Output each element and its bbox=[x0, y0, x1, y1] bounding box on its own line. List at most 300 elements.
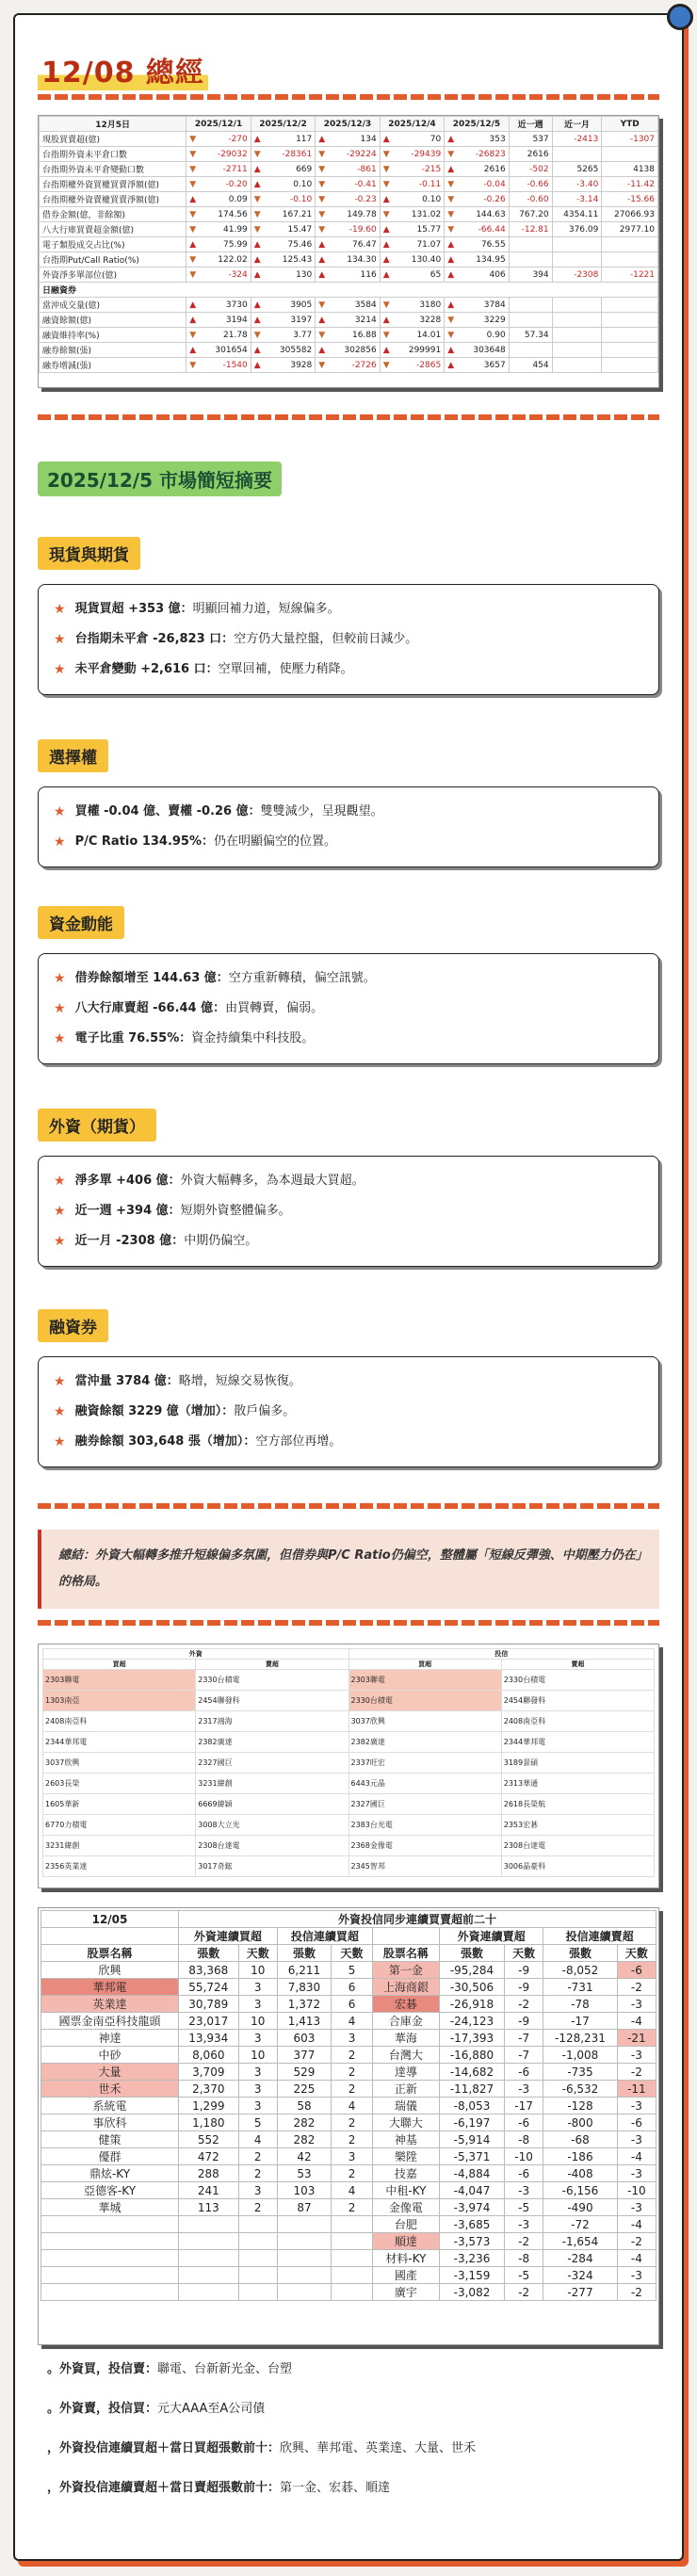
table-cell: 288 bbox=[178, 2165, 238, 2182]
table-cell: -7 bbox=[505, 2030, 543, 2047]
cell-value: 134.30 bbox=[347, 254, 377, 265]
table-row bbox=[40, 177, 658, 192]
table-cell: 華海 bbox=[372, 2030, 439, 2047]
table-cell bbox=[445, 207, 509, 222]
arrow-up-icon: ▲ bbox=[447, 300, 455, 310]
table-cell: 瑞儀 bbox=[372, 2098, 439, 2114]
table-cell bbox=[552, 252, 602, 267]
item-text: 略增，短線交易恢復。 bbox=[178, 1374, 301, 1388]
table-row bbox=[41, 2030, 656, 2047]
table-cell: 1,372 bbox=[277, 1996, 331, 2013]
table-cell: -3 bbox=[505, 2081, 543, 2098]
table-cell: 3,709 bbox=[178, 2064, 238, 2081]
arrow-down-icon: ▼ bbox=[447, 315, 455, 325]
row-label: 借券金額(億，非餘額) bbox=[40, 207, 186, 222]
table-cell: 282 bbox=[277, 2131, 331, 2148]
bullet-key: ，外資投信連續賣超＋當日賣超張數前十： bbox=[47, 2481, 281, 2495]
table-cell bbox=[186, 313, 251, 328]
table-cell: 2330台積電 bbox=[196, 1670, 348, 1691]
cell-value: -29439 bbox=[411, 149, 442, 159]
arrow-down-icon: ▼ bbox=[382, 149, 390, 159]
table-cell: -2 bbox=[617, 2233, 656, 2250]
table-cell: -5 bbox=[505, 2199, 543, 2216]
arrow-up-icon: ▲ bbox=[253, 254, 261, 265]
table-cell: 472 bbox=[178, 2148, 238, 2165]
table-row bbox=[43, 1856, 655, 1877]
table-cell: 13,934 bbox=[178, 2030, 238, 2047]
table-cell bbox=[238, 2250, 277, 2267]
table-cell: 2330台積電 bbox=[501, 1670, 654, 1691]
bullet-text: 第一金、宏碁、順達 bbox=[280, 2481, 391, 2495]
bullet-item bbox=[47, 2479, 390, 2498]
column-subheader: 股票名稱 bbox=[41, 1945, 179, 1962]
cell-value: 57.34 bbox=[524, 330, 549, 340]
table-cell bbox=[316, 192, 380, 207]
star-icon: ★ bbox=[54, 1234, 66, 1249]
row-label: 台指期權外資買權買賣淨額(億) bbox=[40, 177, 186, 192]
table-cell bbox=[445, 358, 509, 373]
table-row bbox=[40, 192, 658, 207]
arrow-up-icon: ▲ bbox=[447, 254, 455, 265]
arrow-up-icon: ▲ bbox=[253, 345, 261, 355]
arrow-down-icon: ▼ bbox=[189, 269, 197, 280]
table-cell: -800 bbox=[543, 2114, 618, 2131]
table-cell: 2382廣達 bbox=[196, 1732, 348, 1753]
table-cell bbox=[380, 358, 444, 373]
table-cell: -17 bbox=[505, 2098, 543, 2114]
table-cell bbox=[251, 298, 315, 313]
list-item bbox=[54, 964, 643, 994]
table-cell bbox=[251, 207, 315, 222]
column-header: 2025/12/2 bbox=[251, 117, 315, 132]
cell-value: 15.47 bbox=[287, 224, 313, 235]
arrow-down-icon: ▼ bbox=[382, 330, 390, 340]
table-cell: 55,724 bbox=[178, 1979, 238, 1996]
table-cell bbox=[186, 222, 251, 237]
table-cell bbox=[332, 2284, 373, 2301]
list-item bbox=[54, 1427, 643, 1457]
arrow-down-icon: ▼ bbox=[189, 330, 197, 340]
table-row bbox=[40, 313, 658, 328]
table-cell bbox=[509, 358, 552, 373]
bullet-text: 元大AAA至A公司債 bbox=[157, 2402, 266, 2416]
table-cell: -3,159 bbox=[439, 2267, 504, 2284]
table-cell: 5 bbox=[332, 1962, 373, 1979]
row-label: 台指期外資未平倉變動口數 bbox=[40, 162, 186, 177]
cell-value: 71.07 bbox=[416, 239, 442, 250]
macro-table bbox=[39, 116, 658, 373]
table-cell: -9 bbox=[505, 1979, 543, 1996]
cell-value: 4138 bbox=[633, 164, 655, 174]
row-label: 融券增減(張) bbox=[40, 358, 186, 373]
arrow-down-icon: ▼ bbox=[447, 224, 455, 235]
table-cell: 7,830 bbox=[277, 1979, 331, 1996]
arrow-down-icon: ▼ bbox=[189, 149, 197, 159]
table-cell bbox=[445, 343, 509, 358]
cell-value: 21.78 bbox=[223, 330, 248, 340]
table-cell bbox=[602, 162, 658, 177]
table-cell bbox=[445, 222, 509, 237]
table-cell bbox=[178, 2284, 238, 2301]
star-icon: ★ bbox=[54, 1374, 66, 1389]
item-key: 電子比重 76.55%： bbox=[74, 1031, 192, 1045]
table-cell bbox=[186, 343, 251, 358]
arrow-down-icon: ▼ bbox=[189, 179, 197, 189]
table-cell bbox=[186, 328, 251, 343]
item-key: 當沖量 3784 億： bbox=[74, 1374, 179, 1388]
row-label: 當沖成交量(億) bbox=[40, 298, 186, 313]
cell-value: -1221 bbox=[629, 269, 655, 280]
table-cell: 2408南亞科 bbox=[43, 1711, 196, 1732]
cell-value: 15.77 bbox=[416, 224, 442, 235]
arrow-up-icon: ▲ bbox=[253, 179, 261, 189]
bullet-item bbox=[47, 2360, 292, 2379]
table-cell bbox=[602, 147, 658, 162]
table-cell bbox=[316, 267, 380, 283]
cell-value: 3.77 bbox=[293, 330, 313, 340]
table-cell: -2 bbox=[505, 1996, 543, 2013]
table-cell bbox=[445, 313, 509, 328]
arrow-up-icon: ▲ bbox=[318, 345, 326, 355]
arrow-down-icon: ▼ bbox=[189, 254, 197, 265]
table-cell: 技嘉 bbox=[372, 2165, 439, 2182]
item-key: 融資餘額 3229 億（增加）： bbox=[74, 1404, 235, 1418]
table-cell bbox=[277, 2284, 331, 2301]
table-cell: 53 bbox=[277, 2165, 331, 2182]
table-cell bbox=[332, 2250, 373, 2267]
table-cell bbox=[552, 207, 602, 222]
table-cell: -4 bbox=[617, 2148, 656, 2165]
table-cell: 優群 bbox=[41, 2148, 179, 2165]
table-cell bbox=[178, 2216, 238, 2233]
table-cell: 552 bbox=[178, 2131, 238, 2148]
table-cell bbox=[445, 298, 509, 313]
cell-value: 134 bbox=[360, 134, 377, 144]
flow-table bbox=[42, 1648, 655, 1877]
table-cell bbox=[380, 313, 444, 328]
row-label: 融券餘額(張) bbox=[40, 343, 186, 358]
section-tag: 外資（期貨） bbox=[38, 1109, 156, 1142]
table-cell bbox=[251, 222, 315, 237]
item-key: 近一月 -2308 億： bbox=[74, 1234, 185, 1248]
arrow-down-icon: ▼ bbox=[382, 300, 390, 310]
item-key: 淨多單 +406 億： bbox=[74, 1174, 181, 1188]
table-row bbox=[40, 252, 658, 267]
cell-value: 3229 bbox=[483, 315, 506, 325]
item-text: 空方仍大量控盤，但較前日減少。 bbox=[234, 632, 418, 646]
arrow-up-icon: ▲ bbox=[318, 134, 326, 144]
row-label: 八大行庫買賣超金額(億) bbox=[40, 222, 186, 237]
cell-value: 2977.10 bbox=[619, 224, 655, 235]
cell-value: 3657 bbox=[483, 360, 506, 370]
cell-value: -15.66 bbox=[626, 194, 655, 204]
cell-value: 0.90 bbox=[486, 330, 506, 340]
table-cell: -7 bbox=[505, 2047, 543, 2064]
table-cell bbox=[277, 2250, 331, 2267]
table-cell bbox=[277, 2233, 331, 2250]
table-cell bbox=[316, 313, 380, 328]
table-cell bbox=[251, 252, 315, 267]
table-cell: 6,211 bbox=[277, 1962, 331, 1979]
table-cell: 台肥 bbox=[372, 2216, 439, 2233]
table-cell: 2 bbox=[238, 2199, 277, 2216]
table-cell: 2 bbox=[332, 2199, 373, 2216]
table-cell bbox=[251, 343, 315, 358]
bullet-text: 欣興、華邦電、英業達、大量、世禾 bbox=[280, 2441, 477, 2455]
table-row bbox=[40, 147, 658, 162]
table-row bbox=[41, 2013, 656, 2030]
arrow-up-icon: ▲ bbox=[382, 269, 390, 280]
table-cell bbox=[509, 328, 552, 343]
cell-value: 144.63 bbox=[476, 209, 506, 219]
summary-title: 2025/12/5 市場簡短摘要 bbox=[38, 462, 282, 496]
table-cell: -8 bbox=[505, 2250, 543, 2267]
table-row bbox=[41, 2081, 656, 2098]
column-subheader: 張數 bbox=[277, 1945, 331, 1962]
row-label: 台指期外資未平倉口數 bbox=[40, 147, 186, 162]
cell-value: 167.21 bbox=[282, 209, 313, 219]
table-cell: -21 bbox=[617, 2030, 656, 2047]
table-cell bbox=[186, 207, 251, 222]
table-cell: 225 bbox=[277, 2081, 331, 2098]
table-cell: 3231緯創 bbox=[196, 1774, 348, 1794]
table-row bbox=[43, 1670, 655, 1691]
column-subheader: 買超 bbox=[348, 1660, 501, 1670]
table-cell: 宏碁 bbox=[372, 1996, 439, 2013]
cell-value: 3194 bbox=[225, 315, 248, 325]
cell-value: -861 bbox=[357, 164, 377, 174]
arrow-down-icon: ▼ bbox=[253, 149, 261, 159]
table-cell bbox=[509, 132, 552, 147]
table-cell bbox=[41, 2250, 179, 2267]
table-cell bbox=[186, 358, 251, 373]
table-cell: 3037欣興 bbox=[348, 1711, 501, 1732]
column-subheader: 天數 bbox=[332, 1945, 373, 1962]
table-cell: 順達 bbox=[372, 2233, 439, 2250]
row-label: 外資淨多單部位(億) bbox=[40, 267, 186, 283]
arrow-down-icon: ▼ bbox=[318, 209, 326, 219]
cell-value: 70 bbox=[430, 134, 442, 144]
arrow-down-icon: ▼ bbox=[318, 194, 326, 204]
list-item bbox=[54, 827, 643, 857]
section-box bbox=[38, 584, 659, 695]
table-cell: -324 bbox=[543, 2267, 618, 2284]
column-subheader: 賣超 bbox=[501, 1660, 654, 1670]
table-cell: 3 bbox=[238, 2182, 277, 2199]
table-cell: 4 bbox=[332, 2013, 373, 2030]
table-date: 12/05 bbox=[41, 1911, 179, 1928]
arrow-down-icon: ▼ bbox=[382, 360, 390, 370]
table-cell bbox=[238, 2216, 277, 2233]
table-cell bbox=[445, 328, 509, 343]
table-cell: -16,880 bbox=[439, 2047, 504, 2064]
bullet-key: ，外資投信連續買超＋當日買超張數前十： bbox=[47, 2441, 281, 2455]
table-row bbox=[43, 1794, 655, 1815]
table-cell: 2 bbox=[332, 2047, 373, 2064]
table-cell bbox=[509, 177, 552, 192]
table-cell: -11 bbox=[617, 2081, 656, 2098]
item-text: 空單回補，使壓力稍降。 bbox=[218, 662, 353, 676]
table-header-row bbox=[41, 1928, 656, 1945]
item-text: 明顯回補力道，短線偏多。 bbox=[192, 602, 340, 616]
table-row bbox=[41, 2165, 656, 2182]
table-cell: -10 bbox=[505, 2148, 543, 2165]
macro-table-card bbox=[38, 115, 659, 388]
table-cell: -4 bbox=[617, 2013, 656, 2030]
bullet-text: 聯電、台新新光金、台塑 bbox=[157, 2362, 293, 2376]
table-cell: 6443元晶 bbox=[348, 1774, 501, 1794]
section-box bbox=[38, 1156, 659, 1267]
table-cell: 大聯大 bbox=[372, 2114, 439, 2131]
cell-value: 3180 bbox=[419, 300, 442, 310]
cell-value: 3197 bbox=[290, 315, 313, 325]
star-icon: ★ bbox=[54, 971, 66, 986]
table-cell: -9 bbox=[505, 2013, 543, 2030]
table-cell: -8 bbox=[505, 2131, 543, 2148]
table-cell: -6,156 bbox=[543, 2182, 618, 2199]
cell-value: -0.11 bbox=[418, 179, 442, 189]
table-title-row bbox=[41, 1911, 656, 1928]
table-cell: -735 bbox=[543, 2064, 618, 2081]
table-cell bbox=[316, 207, 380, 222]
divider bbox=[38, 414, 659, 420]
table-cell bbox=[509, 343, 552, 358]
table-row bbox=[41, 2131, 656, 2148]
table-cell bbox=[602, 192, 658, 207]
table-cell bbox=[316, 162, 380, 177]
table-cell bbox=[178, 2267, 238, 2284]
table-cell: 2 bbox=[332, 2114, 373, 2131]
table-cell bbox=[509, 162, 552, 177]
cell-value: 2616 bbox=[527, 149, 549, 159]
table-cell: 3 bbox=[238, 2098, 277, 2114]
table-cell: 2618長榮航 bbox=[501, 1794, 654, 1815]
table-cell: 3037欣興 bbox=[43, 1753, 196, 1774]
table-cell: 2454聯發科 bbox=[501, 1691, 654, 1711]
table-cell: 2330台積電 bbox=[348, 1691, 501, 1711]
blank-cell bbox=[372, 1928, 439, 1945]
table-cell: 1605華新 bbox=[43, 1794, 196, 1815]
table-cell: 鼎炫-KY bbox=[41, 2165, 179, 2182]
table-cell: 4 bbox=[332, 2182, 373, 2199]
table-row bbox=[40, 343, 658, 358]
cell-value: 303648 bbox=[473, 345, 506, 355]
table-cell bbox=[602, 252, 658, 267]
column-subheader: 股票名稱 bbox=[372, 1945, 439, 1962]
table-cell bbox=[316, 147, 380, 162]
table-row bbox=[41, 2114, 656, 2131]
arrow-up-icon: ▲ bbox=[253, 315, 261, 325]
table-cell: -5,914 bbox=[439, 2131, 504, 2148]
table-cell bbox=[238, 2284, 277, 2301]
column-subheader: 張數 bbox=[543, 1945, 618, 1962]
table-row bbox=[43, 1836, 655, 1856]
table-cell: -6 bbox=[505, 2165, 543, 2182]
arrow-down-icon: ▼ bbox=[447, 194, 455, 204]
table-cell: 4 bbox=[332, 2098, 373, 2114]
table-cell: 3017奇鋐 bbox=[196, 1856, 348, 1877]
table-cell: -2 bbox=[617, 2064, 656, 2081]
column-header: 2025/12/5 bbox=[445, 117, 509, 132]
table-cell: 113 bbox=[178, 2199, 238, 2216]
cell-value: -0.60 bbox=[527, 194, 549, 204]
column-header: 2025/12/3 bbox=[316, 117, 380, 132]
cell-value: 75.46 bbox=[287, 239, 313, 250]
section-box bbox=[38, 1356, 659, 1467]
table-cell bbox=[186, 252, 251, 267]
table-cell: 神達 bbox=[41, 2030, 179, 2047]
table-cell: 2327國巨 bbox=[196, 1753, 348, 1774]
arrow-up-icon: ▲ bbox=[447, 360, 455, 370]
cell-value: 3784 bbox=[483, 300, 506, 310]
table-cell bbox=[316, 222, 380, 237]
table-cell: -186 bbox=[543, 2148, 618, 2165]
table-cell: 2382廣達 bbox=[348, 1732, 501, 1753]
table-cell: -8,053 bbox=[439, 2098, 504, 2114]
cell-value: 76.47 bbox=[351, 239, 377, 250]
column-header: 2025/12/1 bbox=[186, 117, 251, 132]
table-cell bbox=[602, 358, 658, 373]
table-cell: -6,532 bbox=[543, 2081, 618, 2098]
section-tag: 選擇權 bbox=[38, 739, 108, 772]
star-icon: ★ bbox=[54, 1031, 66, 1046]
table-cell: -3 bbox=[617, 2165, 656, 2182]
table-cell bbox=[445, 162, 509, 177]
table-cell: -6 bbox=[505, 2064, 543, 2081]
table-cell: 83,368 bbox=[178, 1962, 238, 1979]
table-subheader-row bbox=[43, 1660, 655, 1670]
table-cell bbox=[186, 132, 251, 147]
table-cell: 2 bbox=[238, 2148, 277, 2165]
table-cell: 10 bbox=[238, 1962, 277, 1979]
section-tag: 現貨與期貨 bbox=[38, 537, 140, 570]
cell-value: 149.78 bbox=[347, 209, 377, 219]
table-cell bbox=[332, 2267, 373, 2284]
table-cell bbox=[251, 313, 315, 328]
table-cell bbox=[238, 2267, 277, 2284]
cell-value: -0.10 bbox=[289, 194, 313, 204]
table-row bbox=[40, 207, 658, 222]
table-cell bbox=[277, 2216, 331, 2233]
table-cell: 6669緯穎 bbox=[196, 1794, 348, 1815]
cell-value: 537 bbox=[532, 134, 549, 144]
table-cell: 2337旺宏 bbox=[348, 1753, 501, 1774]
table-cell bbox=[251, 147, 315, 162]
table-cell: 2603長榮 bbox=[43, 1774, 196, 1794]
arrow-down-icon: ▼ bbox=[189, 224, 197, 235]
table-cell: 神基 bbox=[372, 2131, 439, 2148]
column-header: 12月5日 bbox=[40, 117, 186, 132]
table-cell: 8,060 bbox=[178, 2047, 238, 2064]
cell-value: 14.01 bbox=[416, 330, 442, 340]
cell-value: -2413 bbox=[574, 134, 599, 144]
table-header-row bbox=[43, 1649, 655, 1660]
table-cell bbox=[509, 313, 552, 328]
arrow-down-icon: ▼ bbox=[382, 164, 390, 174]
table-cell bbox=[380, 177, 444, 192]
section-row bbox=[40, 283, 658, 298]
cell-value: 302856 bbox=[344, 345, 377, 355]
table-row bbox=[43, 1774, 655, 1794]
table-row bbox=[41, 2182, 656, 2199]
table-cell bbox=[445, 192, 509, 207]
arrow-down-icon: ▼ bbox=[318, 149, 326, 159]
arrow-down-icon: ▼ bbox=[253, 330, 261, 340]
arrow-up-icon: ▲ bbox=[447, 134, 455, 144]
cell-value: 4354.11 bbox=[563, 209, 599, 219]
table-cell bbox=[602, 298, 658, 313]
table-cell: 42 bbox=[277, 2148, 331, 2165]
